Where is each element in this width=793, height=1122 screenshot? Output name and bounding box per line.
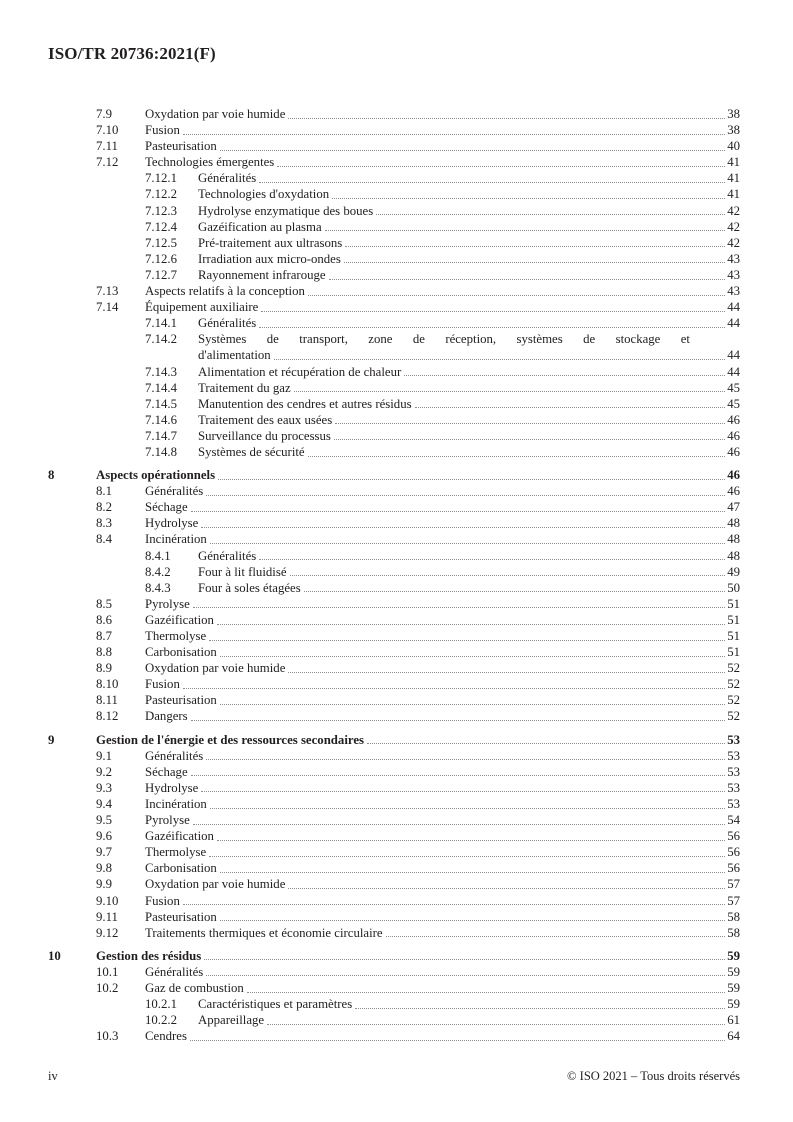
toc-clause-number: 7.14.8: [145, 444, 177, 459]
toc-clause-number: 7.10: [96, 123, 119, 138]
toc-entry-8: [48, 467, 740, 483]
toc-page-number: 46: [727, 444, 740, 459]
toc-title: Alimentation et récupération de chaleur: [198, 364, 402, 379]
dot-leader: [191, 511, 726, 512]
toc-clause-number: 10.3: [96, 1029, 119, 1044]
toc-title: Gazéification au plasma: [198, 219, 322, 234]
toc-clause-number: 7.14.5: [145, 396, 177, 411]
toc-entry-10.3: [48, 1028, 740, 1044]
toc-clause-number: 8.10: [96, 677, 119, 692]
toc-entry-9.2: [48, 764, 740, 780]
dot-leader: [288, 888, 725, 889]
toc-entry-9.4: [48, 796, 740, 812]
toc-title: Aspects relatifs à la conception: [145, 284, 305, 299]
toc-page-number: 59: [727, 980, 740, 995]
toc-entry-7.12: [48, 154, 740, 170]
toc-page-number: 58: [727, 925, 740, 940]
dot-leader: [218, 479, 725, 480]
dot-leader: [261, 311, 725, 312]
toc-title: Caractéristiques et paramètres: [198, 997, 353, 1012]
toc-clause-number: 8.8: [96, 645, 112, 660]
folio-page-number: iv: [48, 1069, 58, 1083]
toc-clause-number: 8.6: [96, 612, 112, 627]
toc-page-number: 41: [727, 171, 740, 186]
toc-entry-7.11: [48, 138, 740, 154]
dot-leader: [277, 166, 725, 167]
toc-entry-8.3: [48, 515, 740, 531]
toc-title: Généralités: [198, 316, 257, 331]
toc-title: Manutention des cendres et autres résidus: [198, 396, 412, 411]
toc-title: Thermolyse: [145, 845, 207, 860]
toc-title: Cendres: [145, 1029, 187, 1044]
toc-clause-number: 10.2.1: [145, 997, 177, 1012]
toc-clause-number: 8.11: [96, 693, 118, 708]
toc-title: Carbonisation: [145, 645, 217, 660]
toc-page-number: 46: [727, 484, 740, 499]
toc-clause-number: 9.9: [96, 877, 112, 892]
toc-entry-8.5: [48, 596, 740, 612]
toc-clause-number: 9.4: [96, 796, 112, 811]
toc-title: Fusion: [145, 123, 180, 138]
toc-page-number: 54: [727, 813, 740, 828]
toc-clause-number: 9.5: [96, 813, 112, 828]
toc-page-number: 52: [727, 709, 740, 724]
toc-page-number: 48: [727, 548, 740, 563]
toc-page-number: 53: [727, 764, 740, 779]
toc-page-number: 53: [727, 748, 740, 763]
toc-page-number: 41: [727, 155, 740, 170]
toc-entry-7.9: [48, 106, 740, 122]
toc-clause-number: 9: [48, 732, 55, 747]
dot-leader: [259, 182, 725, 183]
toc-title: Gazéification: [145, 612, 214, 627]
copyright-notice: © ISO 2021 – Tous droits réservés: [567, 1069, 740, 1083]
toc-page-number: 57: [727, 877, 740, 892]
toc-page-number: 51: [727, 629, 740, 643]
toc-page-number: 42: [727, 219, 740, 234]
toc-title: Pyrolyse: [145, 596, 190, 611]
dot-leader: [335, 423, 725, 424]
toc-page-number: 44: [727, 316, 740, 331]
toc-entry-7.12.7: [48, 267, 740, 283]
toc-clause-number: 8.5: [96, 596, 112, 611]
toc-title: Gaz de combustion: [145, 980, 244, 995]
toc-page-number: 48: [727, 516, 740, 531]
dot-leader: [206, 759, 725, 760]
toc-page-number: 58: [727, 909, 740, 924]
toc-page-number: 50: [727, 580, 740, 595]
toc-title: Pyrolyse: [145, 813, 190, 828]
toc-title: Systèmes de sécurité: [198, 444, 305, 459]
toc-page-number: 61: [727, 1013, 740, 1028]
dot-leader: [332, 198, 725, 199]
toc-clause-number: 8.4.1: [145, 548, 171, 563]
toc-title: Incinération: [145, 532, 207, 547]
toc-title: Généralités: [145, 748, 204, 763]
toc-entry-8.4: [48, 531, 740, 547]
dot-leader: [201, 527, 725, 528]
dot-leader: [259, 559, 725, 560]
toc-clause-number: 9.2: [96, 764, 112, 779]
toc-page-number: 43: [727, 267, 740, 282]
dot-leader: [201, 791, 725, 792]
dot-leader: [247, 992, 725, 993]
toc-title: Gestion des résidus: [96, 948, 202, 963]
dot-leader: [288, 672, 725, 673]
toc-entry-10.2: [48, 980, 740, 996]
toc-title: Généralités: [145, 964, 204, 979]
toc-page-number: 57: [727, 893, 740, 908]
toc-page-number: 53: [727, 796, 740, 811]
dot-leader: [183, 904, 725, 905]
toc-clause-number: 8.2: [96, 500, 112, 515]
toc-title: Hydrolyse: [145, 516, 199, 531]
toc-title: Thermolyse: [145, 629, 207, 643]
toc-title: Hydrolyse: [145, 780, 199, 795]
document-title: ISO/TR 20736:2021(F): [48, 44, 216, 63]
toc-clause-number: 8.4: [96, 532, 112, 547]
toc-clause-number: 8.12: [96, 709, 119, 724]
dot-leader: [220, 150, 725, 151]
toc-entry-body: [198, 331, 740, 363]
dot-leader: [376, 214, 725, 215]
toc-entry-7.14.7: [48, 428, 740, 444]
toc-entry-9.11: [48, 909, 740, 925]
toc-title: Fusion: [145, 677, 180, 692]
toc-title: Surveillance du processus: [198, 428, 331, 443]
dot-leader: [204, 959, 725, 960]
toc-title: Aspects opérationnels: [96, 468, 216, 483]
toc-title: Pasteurisation: [145, 139, 217, 154]
toc-title: Pasteurisation: [145, 693, 217, 708]
dot-leader: [290, 575, 726, 576]
toc-page-number: 64: [727, 1029, 740, 1044]
toc-entry-9.8: [48, 860, 740, 876]
dot-leader: [304, 591, 726, 592]
toc-clause-number: 7.12.6: [145, 251, 177, 266]
toc-page-number: 43: [727, 284, 740, 299]
toc-title: Traitements thermiques et économie circulaire: [145, 925, 383, 940]
toc-title: Pré-traitement aux ultrasons: [198, 235, 343, 250]
dot-leader: [209, 856, 725, 857]
toc-entry-7.14.4: [48, 380, 740, 396]
dot-leader: [308, 295, 725, 296]
toc-clause-number: 10.1: [96, 964, 119, 979]
toc-page-number: 59: [727, 964, 740, 979]
dot-leader: [220, 920, 725, 921]
toc-entry-7.14.1: [48, 315, 740, 331]
toc-page-number: 41: [727, 187, 740, 202]
dot-leader: [191, 775, 726, 776]
toc-title: Fusion: [145, 893, 180, 908]
toc-page-number: 42: [727, 235, 740, 250]
toc-entry-8.10: [48, 676, 740, 692]
toc-title: Traitement du gaz: [198, 380, 291, 395]
toc-title: Séchage: [145, 500, 188, 515]
toc-entry-7.10: [48, 122, 740, 138]
toc-clause-number: 10.2: [96, 980, 119, 995]
toc-entry-8.11: [48, 692, 740, 708]
dot-leader: [325, 230, 726, 231]
toc-clause-number: 7.14.2: [145, 332, 177, 347]
toc-entry-7.14.3: [48, 364, 740, 380]
toc-clause-number: 7.12.1: [145, 171, 177, 186]
toc-title: Généralités: [198, 171, 257, 186]
toc-page-number: 51: [727, 596, 740, 611]
dot-leader: [267, 1024, 725, 1025]
toc-clause-number: 10: [48, 948, 61, 963]
toc-title: Irradiation aux micro-ondes: [198, 251, 341, 266]
toc-title: Gestion de l'énergie et des ressources secondaires: [96, 732, 364, 747]
toc-clause-number: 7.12.5: [145, 235, 177, 250]
toc-entry-9.12: [48, 925, 740, 941]
toc-entry-8.12: [48, 708, 740, 724]
dot-leader: [206, 975, 725, 976]
toc-clause-number: 7.14.6: [145, 412, 177, 427]
dot-leader: [344, 262, 725, 263]
dot-leader: [210, 808, 725, 809]
toc-entry-8.8: [48, 644, 740, 660]
toc-page-number: 45: [727, 380, 740, 395]
toc-entry-9.6: [48, 828, 740, 844]
toc-title: Séchage: [145, 764, 188, 779]
toc-title: Four à lit fluidisé: [198, 564, 287, 579]
toc-entry-9.5: [48, 812, 740, 828]
toc-page-number: 48: [727, 532, 740, 547]
table-of-contents: [48, 106, 740, 1044]
dot-leader: [220, 704, 725, 705]
toc-title: Appareillage: [198, 1013, 265, 1028]
toc-clause-number: 7.14.4: [145, 380, 177, 395]
toc-entry-7.14.8: [48, 444, 740, 460]
toc-clause-number: 7.14.7: [145, 428, 177, 443]
toc-entry-7.12.6: [48, 251, 740, 267]
toc-entry-7.12.3: [48, 203, 740, 219]
toc-clause-number: 7.14: [96, 300, 119, 315]
toc-page-number: 40: [727, 139, 740, 154]
toc-title: Rayonnement infrarouge: [198, 267, 326, 282]
toc-entry-9.10: [48, 893, 740, 909]
toc-clause-number: 8.4.2: [145, 564, 171, 579]
toc-title: Incinération: [145, 796, 207, 811]
toc-title: Four à soles étagées: [198, 580, 301, 595]
toc-clause-number: 8.3: [96, 516, 112, 531]
toc-page-number: 51: [727, 612, 740, 627]
dot-leader: [191, 720, 726, 721]
toc-page-number: 43: [727, 251, 740, 266]
dot-leader: [404, 375, 725, 376]
toc-entry-8.1: [48, 483, 740, 499]
toc-title: Dangers: [145, 709, 188, 724]
dot-leader: [288, 118, 725, 119]
toc-clause-number: 8.4.3: [145, 580, 171, 595]
toc-page-number: 44: [727, 300, 740, 315]
toc-clause-number: 7.14.1: [145, 316, 177, 331]
dot-leader: [386, 936, 726, 937]
toc-title: Généralités: [145, 484, 204, 499]
toc-entry-9.7: [48, 844, 740, 860]
dot-leader: [415, 407, 726, 408]
toc-clause-number: 8.9: [96, 661, 112, 676]
dot-leader: [345, 246, 725, 247]
toc-entry-10: [48, 948, 740, 964]
toc-entry-7.13: [48, 283, 740, 299]
toc-entry-8.4.3: [48, 580, 740, 596]
toc-clause-number: 9.11: [96, 909, 118, 924]
toc-clause-number: 9.1: [96, 748, 112, 763]
toc-page-number: 53: [727, 780, 740, 795]
toc-entry-8.2: [48, 499, 740, 515]
dot-leader: [217, 624, 725, 625]
toc-clause-number: 8: [48, 468, 55, 483]
toc-page-number: 52: [727, 677, 740, 692]
toc-title: Oxydation par voie humide: [145, 107, 286, 121]
toc-entry-9: [48, 732, 740, 748]
toc-entry-7.12.5: [48, 235, 740, 251]
toc-clause-number: 7.12.2: [145, 187, 177, 202]
toc-title: Équipement auxiliaire: [145, 300, 259, 315]
toc-page-number: 49: [727, 564, 740, 579]
dot-leader: [259, 327, 725, 328]
toc-clause-number: 10.2.2: [145, 1013, 177, 1028]
toc-page-number: 46: [727, 428, 740, 443]
toc-entry-7.14: [48, 299, 740, 315]
toc-entry-8.9: [48, 660, 740, 676]
dot-leader: [193, 607, 725, 608]
toc-page-number: 53: [727, 732, 740, 747]
dot-leader: [193, 824, 725, 825]
dot-leader: [274, 359, 726, 360]
toc-title: Oxydation par voie humide: [145, 661, 286, 676]
toc-page-number: 59: [727, 948, 740, 963]
toc-clause-number: 9.6: [96, 829, 112, 844]
dot-leader: [367, 743, 725, 744]
dot-leader: [220, 872, 725, 873]
toc-clause-number: 7.12.4: [145, 219, 177, 234]
toc-entry-10.2.2: [48, 1012, 740, 1028]
toc-title-line-1: Systèmes de transport, zone de réception, systèmes de stockage et: [198, 332, 690, 347]
dot-leader: [334, 439, 725, 440]
toc-clause-number: 9.7: [96, 845, 112, 860]
dot-leader: [294, 391, 726, 392]
toc-page-number: 51: [727, 645, 740, 660]
toc-page-number: 38: [727, 107, 740, 121]
toc-page-number: 56: [727, 829, 740, 844]
toc-clause-number: 7.9: [96, 107, 112, 121]
toc-clause-number: 7.12: [96, 155, 119, 170]
dot-leader: [329, 279, 726, 280]
toc-entry-10.2.1: [48, 996, 740, 1012]
toc-page-number: 47: [727, 500, 740, 515]
toc-clause-number: 8.1: [96, 484, 112, 499]
toc-clause-number: 7.12.3: [145, 203, 177, 218]
dot-leader: [220, 656, 725, 657]
toc-title: Pasteurisation: [145, 909, 217, 924]
toc-entry-7.12.4: [48, 219, 740, 235]
toc-entry-9.9: [48, 876, 740, 892]
toc-entry-7.14.5: [48, 396, 740, 412]
toc-page-number: 44: [727, 348, 740, 363]
toc-entry-9.3: [48, 780, 740, 796]
toc-clause-number: 7.12.7: [145, 267, 177, 282]
toc-title-line-2: [198, 347, 740, 363]
toc-page-number: 42: [727, 203, 740, 218]
toc-page-number: 56: [727, 861, 740, 876]
toc-clause-number: 7.13: [96, 284, 119, 299]
dot-leader: [190, 1040, 725, 1041]
toc-title: Traitement des eaux usées: [198, 412, 333, 427]
dot-leader: [183, 688, 725, 689]
dot-leader: [209, 640, 725, 641]
toc-entry-7.14.2: [48, 331, 740, 363]
toc-title: Carbonisation: [145, 861, 217, 876]
toc-entry-7.12.2: [48, 186, 740, 202]
dot-leader: [206, 495, 725, 496]
toc-entry-10.1: [48, 964, 740, 980]
toc-title: Généralités: [198, 548, 257, 563]
toc-page-number: 44: [727, 364, 740, 379]
toc-page-number: 45: [727, 396, 740, 411]
toc-clause-number: 8.7: [96, 629, 112, 643]
toc-clause-number: 9.3: [96, 780, 112, 795]
dot-leader: [210, 543, 725, 544]
toc-entry-7.12.1: [48, 170, 740, 186]
toc-title: Technologies émergentes: [145, 155, 275, 170]
toc-page-number: 56: [727, 845, 740, 860]
toc-entry-7.14.6: [48, 412, 740, 428]
toc-title: Oxydation par voie humide: [145, 877, 286, 892]
dot-leader: [355, 1008, 725, 1009]
page-header: [48, 44, 216, 64]
dot-leader: [308, 456, 726, 457]
toc-title: Gazéification: [145, 829, 214, 844]
toc-entry-8.4.1: [48, 548, 740, 564]
toc-entry-9.1: [48, 748, 740, 764]
toc-entry-8.7: [48, 628, 740, 644]
toc-clause-number: 9.10: [96, 893, 119, 908]
toc-entry-8.4.2: [48, 564, 740, 580]
dot-leader: [217, 840, 725, 841]
toc-clause-number: 9.12: [96, 925, 119, 940]
toc-page-number: 52: [727, 693, 740, 708]
toc-title: Technologies d'oxydation: [198, 187, 330, 202]
page-footer: [48, 1069, 740, 1084]
toc-page-number: 38: [727, 123, 740, 138]
dot-leader: [183, 134, 725, 135]
toc-title: Hydrolyse enzymatique des boues: [198, 203, 374, 218]
toc-page-number: 46: [727, 468, 740, 483]
toc-title: d'alimentation: [198, 348, 271, 363]
toc-page-number: 59: [727, 997, 740, 1012]
toc-page-number: 52: [727, 661, 740, 676]
toc-page-number: 46: [727, 412, 740, 427]
toc-clause-number: 7.11: [96, 139, 118, 154]
toc-entry-8.6: [48, 612, 740, 628]
toc-clause-number: 9.8: [96, 861, 112, 876]
toc-clause-number: 7.14.3: [145, 364, 177, 379]
